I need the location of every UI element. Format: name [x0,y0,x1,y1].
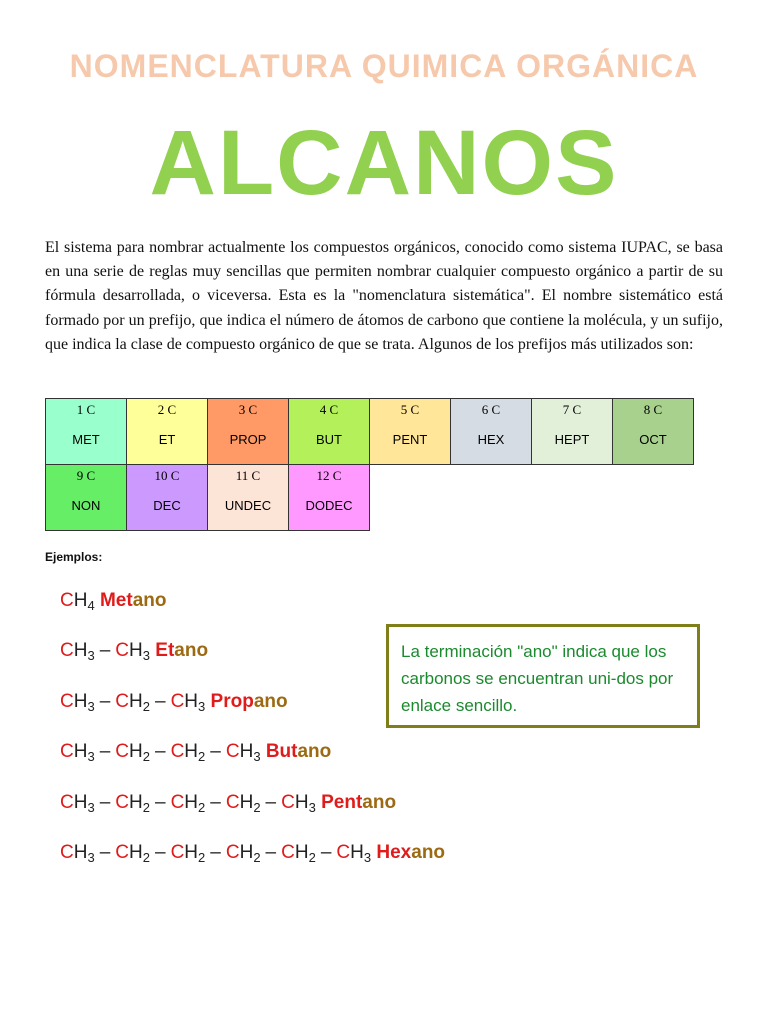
example-formula [60,741,331,763]
hydrogen-count: 3 [87,749,95,764]
name-suffix: ano [132,590,167,611]
carbon-count: 11 C [235,468,261,483]
prefix-cell [208,465,289,531]
hydrogen-symbol: H [129,792,143,813]
carbon-symbol: C [115,691,130,712]
hydrogen-symbol: H [129,640,143,661]
bond-symbol: – [320,842,332,863]
hydrogen-count: 3 [87,850,95,865]
name-suffix: ano [297,741,332,762]
example-formula [60,640,208,662]
hydrogen-symbol: H [350,842,364,863]
carbon-symbol: C [281,842,295,863]
carbon-symbol: C [115,842,130,863]
prefix-name: UNDEC [224,498,272,513]
hydrogen-symbol: H [239,792,254,813]
carbon-symbol: C [60,590,74,611]
prefix-cell [289,465,370,531]
prefix-cell [208,399,289,465]
example-formula [60,792,396,814]
prefix-name: HEPT [554,432,590,447]
carbon-symbol: C [115,640,130,661]
hydrogen-symbol: H [129,691,143,712]
carbon-symbol: C [60,691,74,712]
name-prefix: Hex [376,842,412,863]
hydrogen-symbol: H [129,842,143,863]
prefix-name: PROP [229,432,267,447]
hydrogen-symbol: H [239,842,254,863]
carbon-symbol: C [225,741,240,762]
carbon-count: 1 C [76,402,96,417]
hydrogen-symbol: H [294,842,309,863]
bond-symbol: – [99,691,111,712]
prefix-cell [127,465,208,531]
prefix-cell [451,399,532,465]
document-subtitle: NOMENCLATURA QUIMICA ORGÁNICA [69,48,699,84]
prefix-cell [46,465,127,531]
prefix-name: BUT [316,432,342,447]
name-prefix: Et [155,640,175,661]
carbon-count: 6 C [481,402,501,417]
carbon-symbol: C [170,842,185,863]
name-prefix: Met [99,590,133,611]
carbon-count: 5 C [400,402,420,417]
bond-symbol: – [265,792,277,813]
bond-symbol: – [210,792,221,813]
bond-symbol: – [99,792,111,813]
carbon-symbol: C [115,792,130,813]
name-prefix: Prop [210,691,254,712]
bond-symbol: – [265,842,277,863]
carbon-symbol: C [225,792,240,813]
bond-symbol: – [154,741,166,762]
name-prefix: But [265,741,298,762]
hydrogen-count: 2 [142,749,150,764]
document-title: ALCANOS [149,112,619,214]
hydrogen-symbol: H [184,691,199,712]
prefix-name: HEX [477,432,505,447]
hydrogen-count: 2 [142,699,150,714]
hydrogen-count: 3 [87,800,95,815]
hydrogen-count: 4 [87,598,95,613]
example-formula [60,691,288,713]
prefix-cell [370,399,451,465]
hydrogen-count: 3 [363,850,372,865]
prefix-name: NON [71,498,101,513]
carbon-count: 9 C [76,468,96,483]
hydrogen-count: 3 [87,699,95,714]
carbon-symbol: C [170,741,185,762]
empty-cell [370,465,451,531]
example-formula [60,842,445,864]
bond-symbol: – [210,741,221,762]
name-suffix: ano [253,691,288,712]
hydrogen-symbol: H [73,792,88,813]
hydrogen-count: 3 [142,648,150,663]
hydrogen-count: 2 [142,850,150,865]
hydrogen-count: 2 [308,850,316,865]
carbon-count: 10 C [154,468,180,483]
example-formula [60,590,167,612]
hydrogen-count: 3 [253,749,261,764]
carbon-symbol: C [115,741,130,762]
prefix-name: ET [158,432,176,447]
carbon-symbol: C [60,640,74,661]
hydrogen-count: 2 [198,850,206,865]
hydrogen-symbol: H [129,741,143,762]
name-suffix: ano [174,640,209,661]
carbon-count: 2 C [157,402,177,417]
hydrogen-symbol: H [73,741,88,762]
prefix-table [45,398,694,531]
hydrogen-count: 3 [308,800,316,815]
prefix-cell [127,399,208,465]
prefix-table-row [46,465,694,531]
prefix-name: PENT [392,432,428,447]
prefix-cell [613,399,694,465]
hydrogen-symbol: H [184,842,199,863]
hydrogen-count: 3 [87,648,95,663]
carbon-count: 7 C [562,402,582,417]
carbon-symbol: C [281,792,295,813]
carbon-count: 4 C [319,402,339,417]
carbon-count: 8 C [643,402,663,417]
hydrogen-symbol: H [73,842,88,863]
carbon-symbol: C [60,741,74,762]
carbon-symbol: C [60,842,74,863]
hydrogen-symbol: H [184,792,199,813]
hydrogen-symbol: H [73,590,88,611]
hydrogen-count: 2 [253,800,261,815]
bond-symbol: – [154,792,166,813]
examples-label: Ejemplos: [45,550,103,564]
prefix-name: DODEC [305,498,353,513]
bond-symbol: – [99,741,111,762]
carbon-count: 3 C [238,402,258,417]
hydrogen-count: 2 [198,749,206,764]
bond-symbol: – [154,842,166,863]
carbon-symbol: C [60,792,74,813]
hydrogen-symbol: H [184,741,199,762]
hydrogen-count: 2 [142,800,150,815]
name-suffix: ano [362,792,397,813]
empty-cell [532,465,613,531]
note-box: La terminación "ano" indica que los carbonos se encuentran uni-dos por enlace sencillo. [386,624,700,728]
hydrogen-count: 3 [198,699,206,714]
carbon-count: 12 C [316,468,342,483]
prefix-table-row [46,399,694,465]
name-suffix: ano [411,842,446,863]
hydrogen-symbol: H [294,792,309,813]
empty-cell [451,465,532,531]
hydrogen-count: 2 [253,850,261,865]
bond-symbol: – [99,842,111,863]
empty-cell [613,465,694,531]
hydrogen-symbol: H [239,741,254,762]
bond-symbol: – [210,842,221,863]
bond-symbol: – [99,640,111,661]
name-prefix: Pent [321,792,363,813]
bond-symbol: – [154,691,166,712]
carbon-symbol: C [170,691,185,712]
carbon-symbol: C [225,842,240,863]
prefix-cell [532,399,613,465]
hydrogen-symbol: H [73,691,88,712]
hydrogen-symbol: H [73,640,88,661]
carbon-symbol: C [170,792,185,813]
carbon-symbol: C [336,842,351,863]
prefix-name: MET [72,432,100,447]
prefix-cell [289,399,370,465]
prefix-name: DEC [153,498,181,513]
intro-paragraph: El sistema para nombrar actualmente los compuestos orgánicos, conocido como sistema IUPAC, se basa en una serie de reglas muy sencillas que permiten nombrar cualquier compuesto orgánico a partir de su fórmula desarrollada, o viceversa. Esta es la "nomenclatura sistemática". El nombre sistemático está formado por un prefijo, que indica el número de átomos de carbono que contiene la molécula, y un sufijo, que indica la clase de compuesto orgánico de que se trata. Algunos de los prefijos más utilizados son: [45,239,723,353]
prefix-cell [46,399,127,465]
hydrogen-count: 2 [198,800,206,815]
prefix-name: OCT [639,432,667,447]
